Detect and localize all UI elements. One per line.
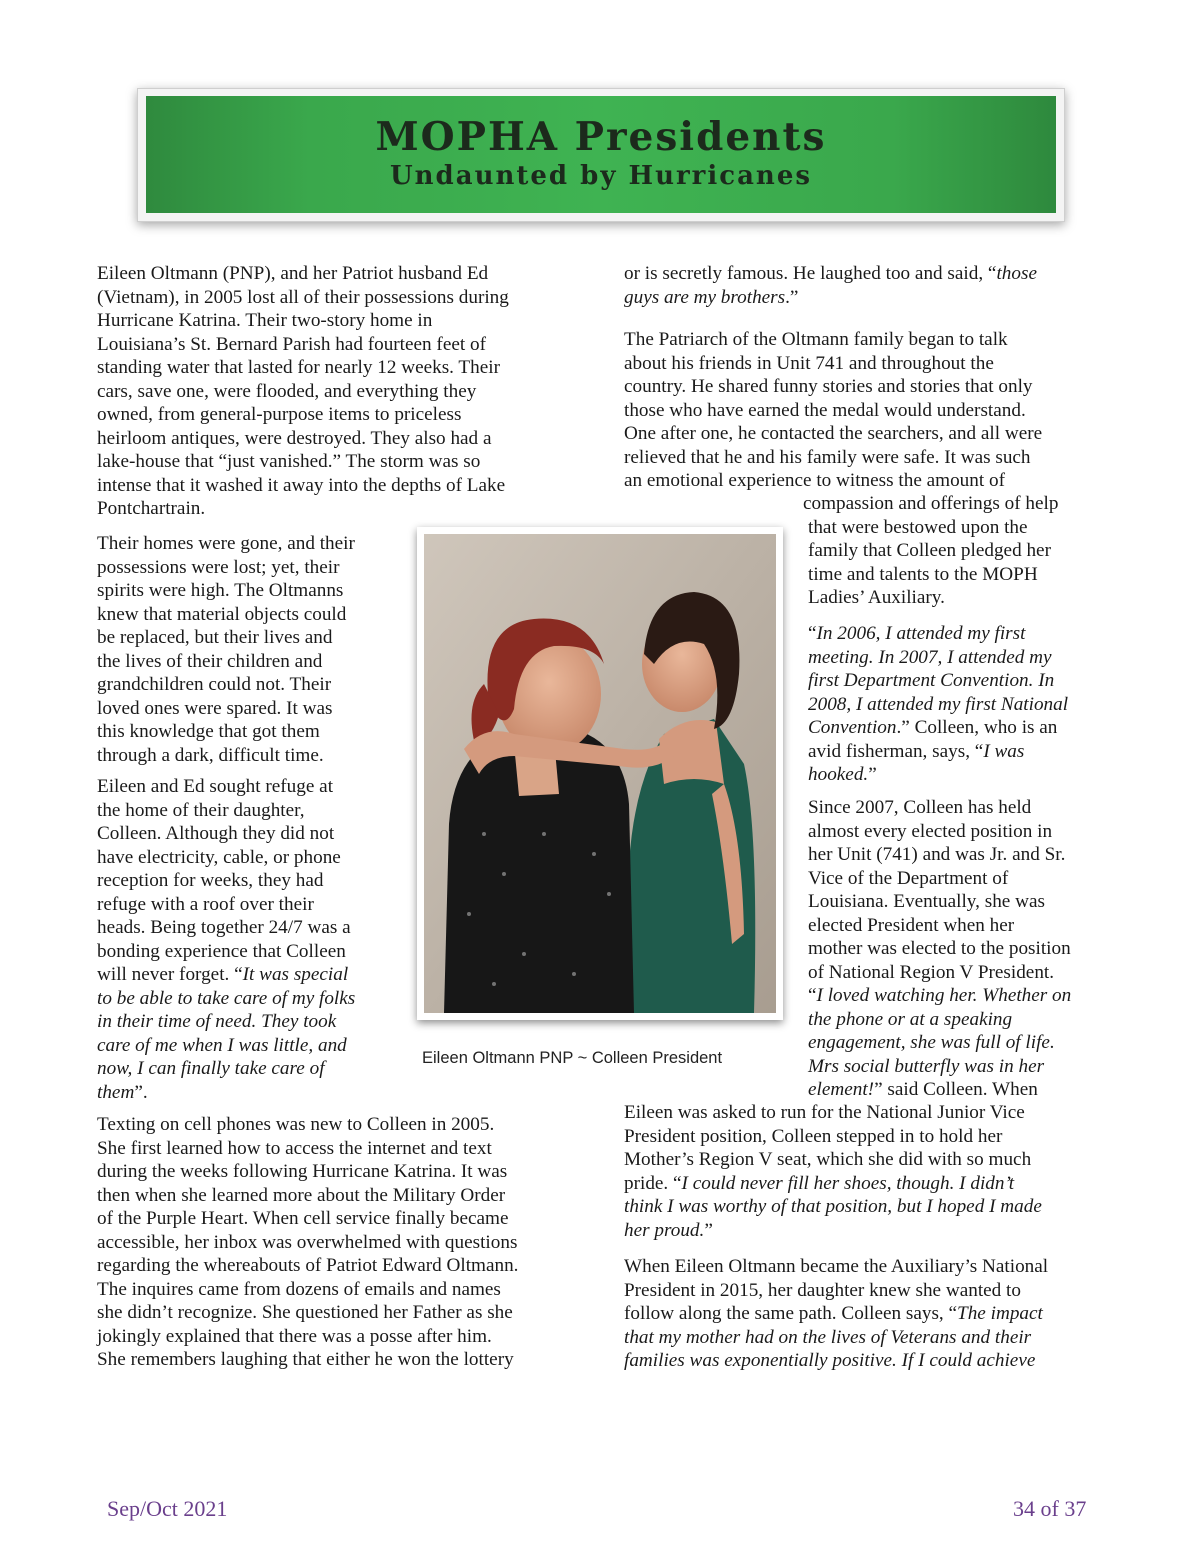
issue-date: Sep/Oct 2021 xyxy=(107,1496,228,1521)
text-line: loved ones were spared. It was xyxy=(97,697,333,719)
title-banner xyxy=(137,88,1065,222)
text-line xyxy=(808,622,1108,646)
text-line xyxy=(808,1008,1108,1032)
photo-frame xyxy=(417,527,783,1020)
text-line: have electricity, cable, or phone xyxy=(97,846,341,868)
text-line: She remembers laughing that either he won the lottery xyxy=(97,1349,514,1370)
text-span: “ xyxy=(808,623,817,644)
quote-text: engagement, she was full of life. xyxy=(808,1032,1055,1053)
quote-text: element! xyxy=(808,1079,875,1100)
text-line: the lives of their children and xyxy=(97,650,323,672)
text-line: heirloom antiques, were destroyed. They also had a xyxy=(97,427,492,449)
quote-text: her proud. xyxy=(624,1219,705,1241)
text-line xyxy=(624,1219,1104,1243)
quote-text: those xyxy=(996,263,1037,284)
quote-text: think I was worthy of that position, but I hoped I made xyxy=(624,1196,1042,1217)
text-line: intense that it washed it away into the depths of Lake xyxy=(97,474,506,496)
text-line: She first learned how to access the internet and text xyxy=(97,1137,492,1159)
text-line: possessions were lost; yet, their xyxy=(97,556,340,578)
quote-text: now, I can finally take care of xyxy=(97,1058,325,1079)
text-line: country. He shared funny stories and stories that only xyxy=(624,376,1033,397)
text-line: family that Colleen pledged her xyxy=(808,540,1051,561)
quote-text: In 2006, I attended my first xyxy=(816,623,1026,644)
text-line xyxy=(808,1078,1108,1102)
text-line xyxy=(624,1195,1104,1219)
text-line: knew that material objects could xyxy=(97,603,347,625)
text-line: an emotional experience to witness the amount of xyxy=(624,470,1005,491)
quote-text: that my mother had on the lives of Veterans and their xyxy=(624,1326,1032,1348)
text-line: mother was elected to the position xyxy=(808,938,1071,959)
text-line xyxy=(624,262,1104,286)
text-line: heads. Being together 24/7 was a xyxy=(97,917,351,938)
text-line: owned, from general-purpose items to priceless xyxy=(97,404,462,425)
text-line: almost every elected position in xyxy=(808,820,1053,842)
quote-text: Mrs social butterfly was in her xyxy=(808,1055,1045,1077)
text-line xyxy=(624,1349,1104,1373)
text-line xyxy=(808,740,1108,764)
right-paragraph-5 xyxy=(624,1255,1104,1373)
text-line: jokingly explained that there was a posse after him. xyxy=(97,1325,492,1347)
text-line: Their homes were gone, and their xyxy=(97,533,355,554)
quote-text: them xyxy=(97,1081,135,1103)
text-line xyxy=(97,1034,397,1058)
article-title: MOPHA Presidents xyxy=(375,114,827,160)
text-line: Louisiana’s St. Bernard Parish had fourteen feet of xyxy=(97,333,486,355)
photo-caption: Eileen Oltmann PNP ~ Colleen President xyxy=(422,1049,723,1067)
right-paragraph-3 xyxy=(808,622,1108,787)
photo-eileen-and-colleen xyxy=(424,534,776,1013)
text-line: Texting on cell phones was new to Colleen in 2005. xyxy=(97,1114,495,1135)
text-line: compassion and offerings of help xyxy=(803,493,1059,514)
text-line xyxy=(97,1010,397,1034)
text-span: or is secretly famous. He laughed too and said, “ xyxy=(624,263,997,284)
text-line: Colleen. Although they did not xyxy=(97,823,335,844)
text-line xyxy=(808,1055,1108,1079)
quote-text: care of me when I was little, and xyxy=(97,1034,347,1056)
right-paragraph-4-continued xyxy=(624,1101,1104,1242)
text-line: Eileen Oltmann (PNP), and her Patriot husband Ed xyxy=(97,263,489,284)
text-line: President position, Colleen stepped in to hold her xyxy=(624,1125,1003,1147)
text-line: of the Purple Heart. When cell service finally became xyxy=(97,1208,509,1229)
text-line xyxy=(624,1172,1104,1196)
text-line: time and talents to the MOPH xyxy=(808,563,1038,585)
quote-text: guys are my brothers xyxy=(624,286,786,308)
text-line xyxy=(97,1057,397,1081)
text-line: Eileen was asked to run for the National Junior Vice xyxy=(624,1102,1025,1123)
text-line: Eileen and Ed sought refuge at xyxy=(97,776,334,797)
text-line xyxy=(97,963,397,987)
text-line: she didn’t recognize. She questioned her Father as she xyxy=(97,1302,513,1323)
text-line xyxy=(808,716,1108,740)
text-line: The inquires came from dozens of emails and names xyxy=(97,1278,501,1300)
left-paragraph-3 xyxy=(97,775,397,1104)
text-line: cars, save one, were flooded, and everything they xyxy=(97,380,477,402)
text-line: Vice of the Department of xyxy=(808,867,1009,889)
article-subtitle: Undaunted by Hurricanes xyxy=(389,161,813,191)
right-paragraph-1 xyxy=(624,262,1104,309)
quote-text: The impact xyxy=(957,1303,1043,1324)
text-line: accessible, her inbox was overwhelmed with questions xyxy=(97,1231,518,1253)
text-line: be replaced, but their lives and xyxy=(97,627,333,648)
text-line xyxy=(808,693,1108,717)
text-line xyxy=(808,646,1108,670)
text-span: .” Colleen, who is an xyxy=(896,717,1058,738)
left-paragraph-4 xyxy=(97,1113,577,1372)
text-line: spirits were high. The Oltmanns xyxy=(97,580,344,601)
text-line: this knowledge that got them xyxy=(97,721,320,742)
text-line: One after one, he contacted the searchers, and all were xyxy=(624,423,1043,444)
text-line: lake-house that “just vanished.” The storm was so xyxy=(97,451,481,472)
quote-text: I was xyxy=(983,740,1025,762)
text-span: .” xyxy=(785,286,799,308)
quote-text: the phone or at a speaking xyxy=(808,1008,1013,1030)
text-span: avid fisherman, says, “ xyxy=(808,740,984,762)
text-line: Mother’s Region V seat, which she did with so much xyxy=(624,1149,1032,1170)
text-span: “ xyxy=(808,985,817,1006)
text-line: then when she learned more about the Military Order xyxy=(97,1184,506,1206)
right-paragraph-4 xyxy=(808,796,1108,1102)
left-paragraph-2 xyxy=(97,532,397,767)
text-span: ” said Colleen. When xyxy=(874,1079,1038,1100)
text-line: her Unit (741) and was Jr. and Sr. xyxy=(808,844,1066,865)
text-line: through a dark, difficult time. xyxy=(97,744,324,766)
text-line: during the weeks following Hurricane Katrina. It was xyxy=(97,1161,508,1182)
quote-text: hooked. xyxy=(808,764,869,785)
right-paragraph-2 xyxy=(624,328,1104,493)
text-line: grandchildren could not. Their xyxy=(97,674,332,695)
text-line: Louisiana. Eventually, she was xyxy=(808,891,1045,912)
banner-background xyxy=(146,96,1056,213)
text-span: will never forget. “ xyxy=(97,964,243,985)
page-number: 34 of 37 xyxy=(1013,1496,1087,1521)
text-line: The Patriarch of the Oltmann family began to talk xyxy=(624,329,1008,350)
text-line: standing water that lasted for nearly 12 weeks. Their xyxy=(97,357,500,378)
quote-text: in their time of need. They took xyxy=(97,1011,337,1032)
quote-text: Convention xyxy=(808,717,897,738)
text-span: ” xyxy=(868,764,877,785)
left-paragraph-1 xyxy=(97,262,567,521)
text-line: When Eileen Oltmann became the Auxiliary’s National xyxy=(624,1256,1049,1277)
text-line xyxy=(808,984,1108,1008)
text-line: the home of their daughter, xyxy=(97,799,305,821)
text-line: (Vietnam), in 2005 lost all of their possessions during xyxy=(97,286,509,308)
text-span: pride. “ xyxy=(624,1172,682,1194)
text-line: that were bestowed upon the xyxy=(808,516,1028,538)
text-line: Since 2007, Colleen has held xyxy=(808,797,1032,818)
quote-text: I could never fill her shoes, though. I didn’t xyxy=(681,1172,1015,1194)
quote-text: 2008, I attended my first National xyxy=(808,693,1069,715)
text-line xyxy=(624,1302,1104,1326)
text-line: regarding the whereabouts of Patriot Edward Oltmann. xyxy=(97,1255,519,1276)
text-line xyxy=(97,987,397,1011)
quote-text: I loved watching her. Whether on xyxy=(816,985,1072,1006)
quote-text: meeting. In 2007, I attended my xyxy=(808,646,1052,668)
text-span: follow along the same path. Colleen says, “ xyxy=(624,1303,958,1324)
text-line xyxy=(97,1081,397,1105)
quote-text: It was special xyxy=(242,964,349,985)
text-line xyxy=(808,669,1108,693)
text-line: Hurricane Katrina. Their two-story home in xyxy=(97,310,433,331)
text-line xyxy=(624,286,1104,310)
text-line: reception for weeks, they had xyxy=(97,870,324,891)
text-span: ”. xyxy=(134,1081,148,1103)
text-span: ” xyxy=(704,1219,713,1241)
text-line: Pontchartrain. xyxy=(97,498,206,519)
text-line xyxy=(808,1031,1108,1055)
text-line: Ladies’ Auxiliary. xyxy=(808,587,945,608)
text-line xyxy=(624,1326,1104,1350)
text-line: President in 2015, her daughter knew she wanted to xyxy=(624,1279,1021,1301)
quote-text: first Department Convention. In xyxy=(808,670,1055,691)
text-line xyxy=(808,763,1108,787)
quote-text: families was exponentially positive. If I could achieve xyxy=(624,1350,1036,1371)
text-line: of National Region V President. xyxy=(808,961,1055,983)
text-line: elected President when her xyxy=(808,914,1015,936)
text-line: bonding experience that Colleen xyxy=(97,940,346,962)
text-line: those who have earned the medal would understand. xyxy=(624,399,1026,421)
text-line: refuge with a roof over their xyxy=(97,893,314,915)
quote-text: to be able to take care of my folks xyxy=(97,987,356,1009)
text-line: about his friends in Unit 741 and throughout the xyxy=(624,352,994,374)
text-line: relieved that he and his family were safe. It was such xyxy=(624,446,1031,468)
right-paragraph-2-continued xyxy=(803,492,1103,610)
